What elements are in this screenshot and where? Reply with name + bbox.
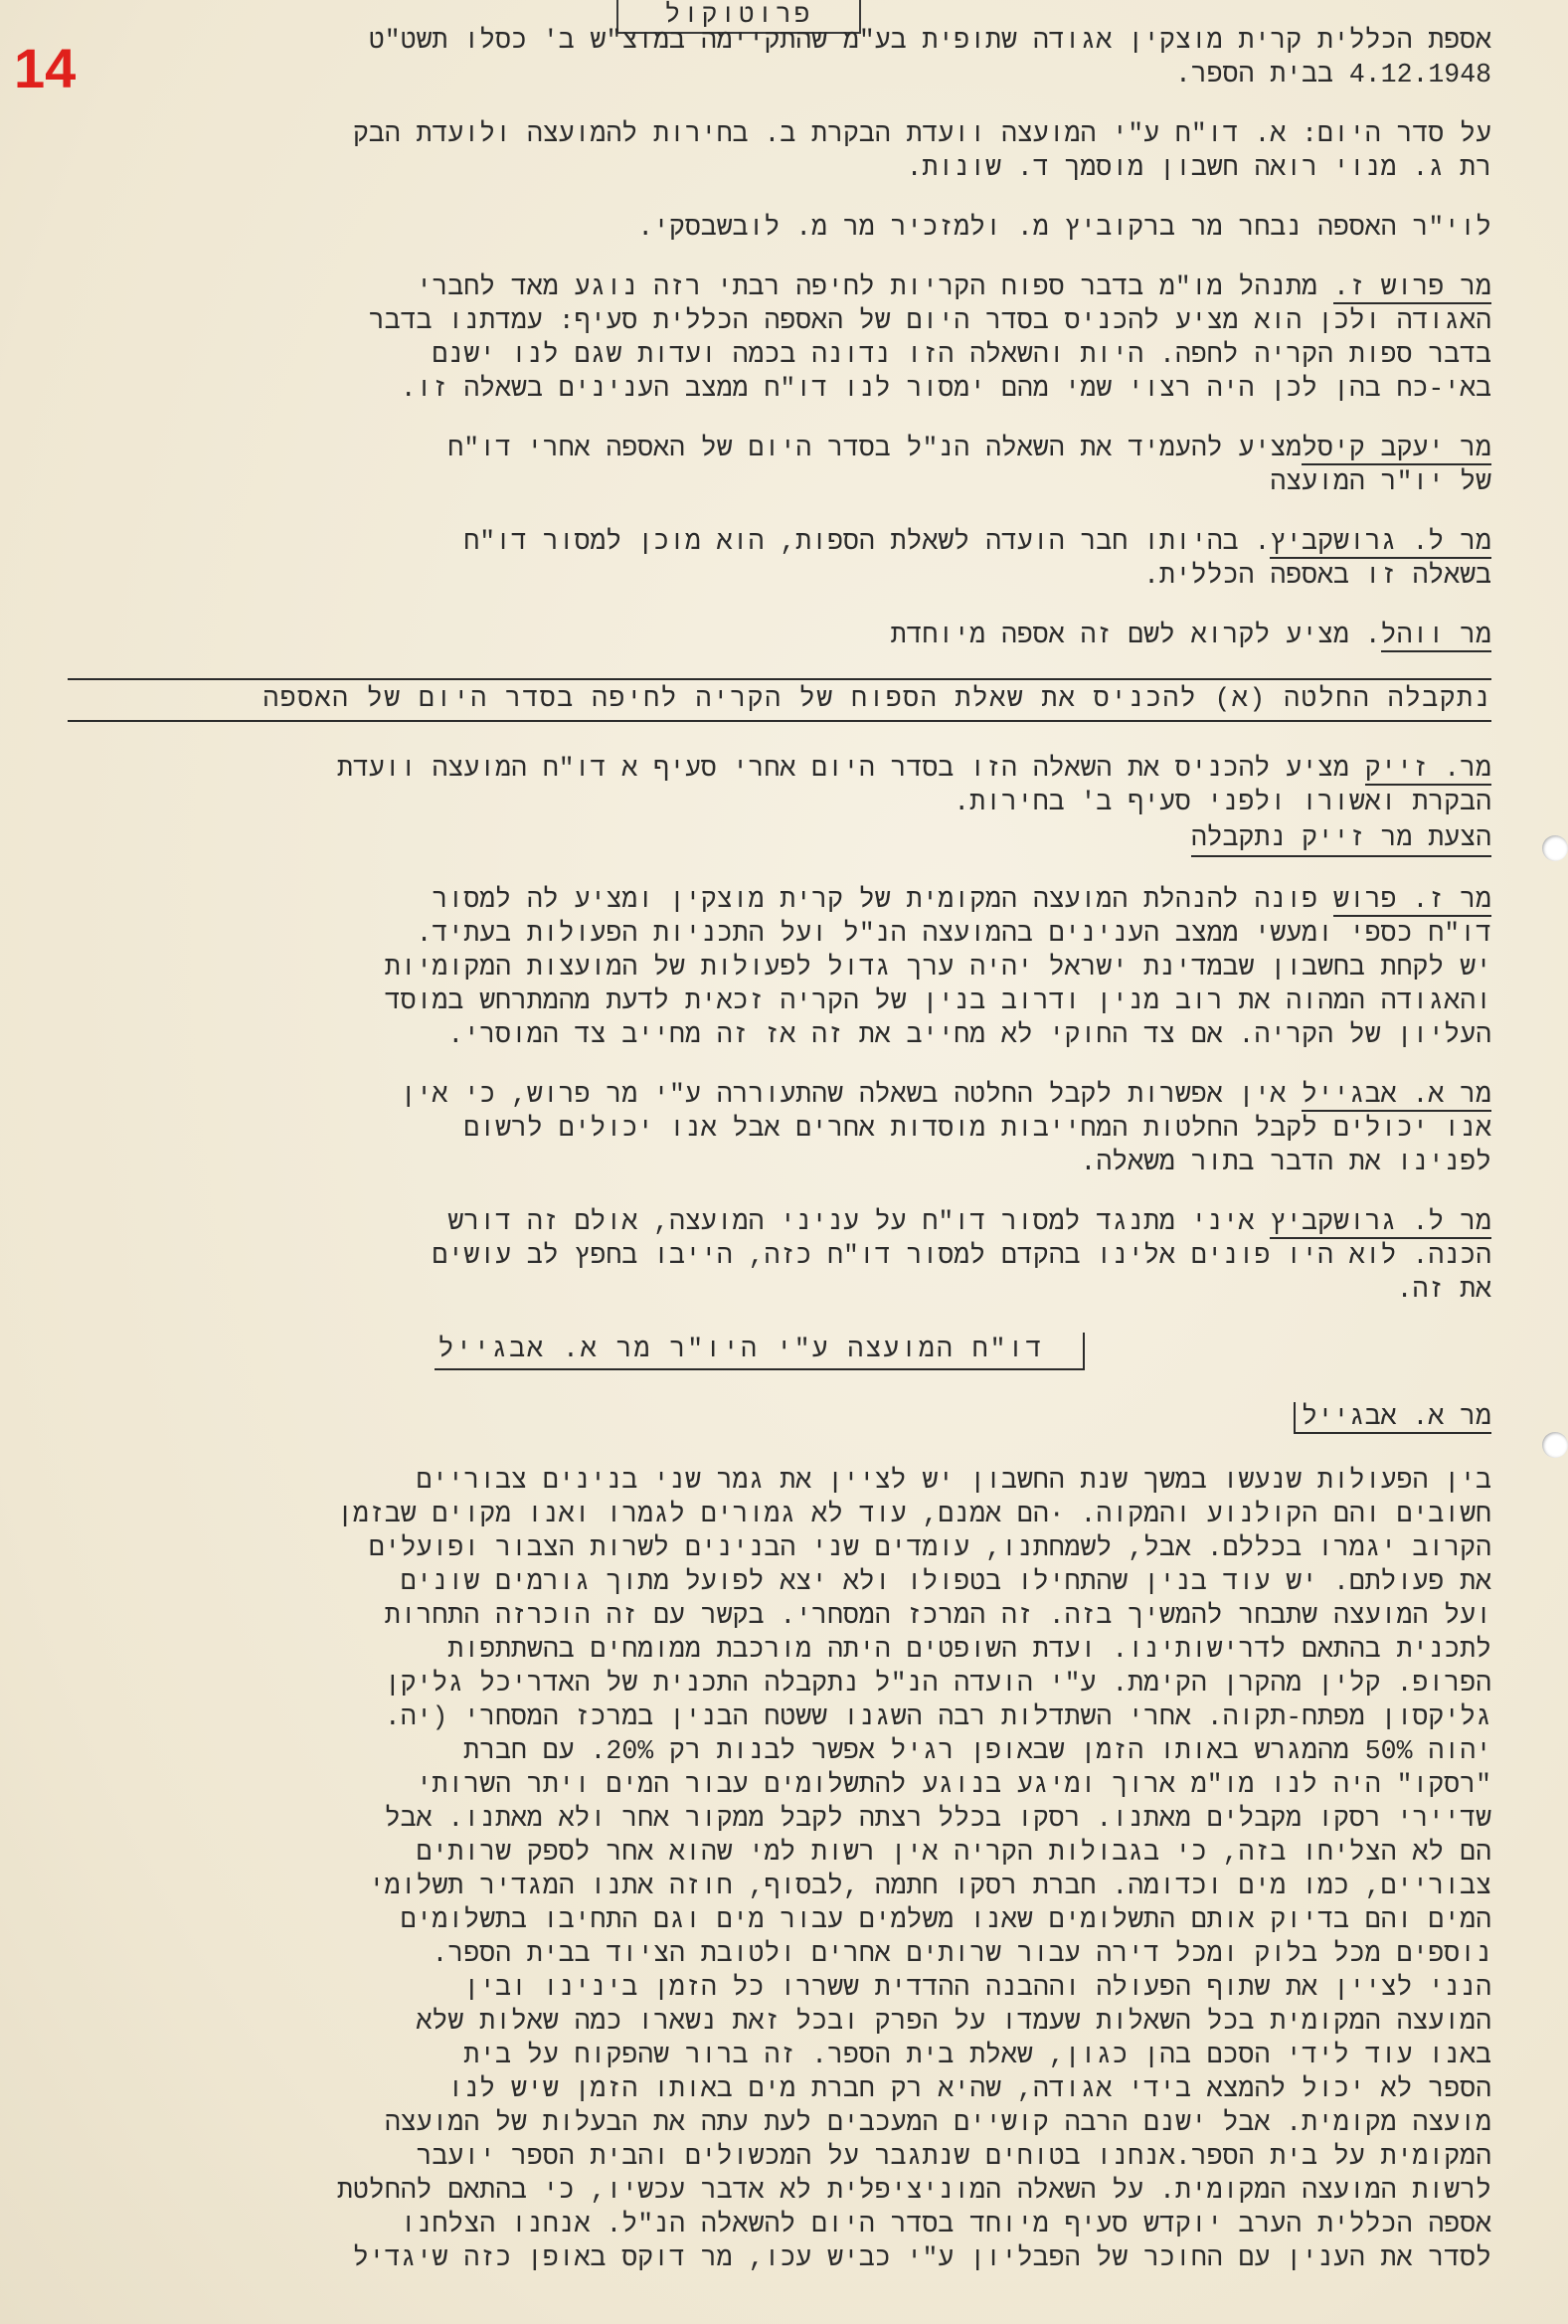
paragraph-line: בדבר ספות הקריה לחפה. היות והשאלה הזו נדונה בכמה ועדות שגם לנו ישנם	[432, 340, 1491, 370]
paragraph-line: . בהיותו חבר הועדה לשאלת הספות, הוא מוכן למסור דו"ח	[463, 527, 1271, 557]
paragraph-grushkevich-2	[68, 1205, 1491, 1307]
body-line: את פעולתם. יש עוד בנין שהתחילו בטפולו ולא יצא לפועל מתוך גורמים שונים	[400, 1567, 1491, 1597]
paragraph-line: לפנינו את הדבר בתור משאלה.	[1080, 1148, 1491, 1177]
paragraph-line: את זה.	[1396, 1275, 1491, 1305]
paragraph-line: העליון של הקריה. אם צד החוקי לא מחייב את זה אז זה מחייב צד המוסרי.	[447, 1020, 1491, 1050]
paragraph-line: הכנה. לוא היו פונים אלינו בהקדם למסור דו"ח כזה, הייבו בחפץ לב עושים	[432, 1241, 1491, 1271]
paragraph-line: האגודה ולכן הוא מציע להכניס בסדר היום של האספה הכללית סעיף: עמדתנו בדבר	[368, 306, 1491, 336]
paragraph-kisel	[68, 432, 1491, 499]
speaker-name: מר פרוש ז.	[1332, 272, 1491, 302]
body-line: הספר לא יכול להמצא בידי אגודה, שהיא רק חברת מים באותו הזמן שיש לנו	[447, 2074, 1491, 2104]
speaker-name: מר יעקב קיסל	[1302, 434, 1491, 463]
punch-hole	[1542, 835, 1568, 861]
paragraph-line: של יו"ר המועצה	[1270, 467, 1491, 497]
body-line: ועל המועצה שתבחר להמשיך בזה. זה המרכז המסחרי. בקשר עם זה הוכרזה התחרות	[384, 1601, 1491, 1631]
paragraph-line: אין אפשרות לקבל החלטה בשאלה שהתעוררה ע"י מר פרוש, כי אין	[400, 1080, 1287, 1110]
speaker-name: מר ל. גרושקביץ	[1270, 527, 1491, 557]
agenda-line: על סדר היום: א. דו"ח ע"י המועצה וועדת הבקרת ב. בחירות להמועצה ולועדת הבק	[353, 119, 1491, 149]
body-line: הפרופ. קלין מהקרן הקימת. ע"י הועדה הנ"ל נתקבלה התכנית של האדריכל גליקן	[384, 1669, 1491, 1698]
agenda-line: רת ג. מנוי רואה חשבון מוסמך ד. שונות.	[906, 153, 1491, 183]
body-line: מועצה מקומית. אבל ישנם הרבה קושיים המעכבים לעת עתה את הבעלות של המועצה	[384, 2108, 1491, 2138]
body-line: המים והם בדיוק אותם התשלומים שאנו משלמים עבור מים וגם התחיבו בתשלומים	[400, 1905, 1491, 1935]
paragraph-line: הבקרת ואשורו ולפני סעיף ב' בחירות.	[954, 788, 1491, 817]
body-line: נוספים מכל בלוק ומכל דירה עבור שרותים אחרים ולטובת הציוד בבית הספר.	[432, 1939, 1491, 1969]
paragraph-line: יש לקחת בחשבון שבמדינת ישראל יהיה ערך גדול לפעולות של המועצות המקומיות	[384, 953, 1491, 983]
body-line: לסדר את הענין עם החוכר של הפבליון ע"י כביש עכו, מר דוקס באופן כזה שיגדיל	[353, 2243, 1491, 2273]
paragraph-perush-2	[68, 883, 1491, 1052]
header-block	[68, 24, 1491, 91]
paragraph-line: דו"ח כספי ומעשי ממצב הענינים בהמועצה הנ"ל ועל התכניות הפעולות בעתיד.	[416, 919, 1491, 949]
body-line: לתכנית בהתאם לדרישותינו. ועדת השופטים היתה מורכבת ממומחים בהשתתפות	[447, 1635, 1491, 1665]
body-line: הנני לציין את שתוף הפעולה וההבנה ההדדית ששררו כל הזמן בינינו ובין	[463, 1973, 1491, 2003]
paragraph-line: פונה להנהלת המועצה המקומית של קרית מוצקין ומציע לה למסור	[432, 885, 1318, 915]
report-body	[68, 1464, 1491, 2275]
page-number: 14	[14, 37, 77, 99]
paragraph-line: מתנהל מו"מ בדבר ספוח הקריות לחיפה רבתי רזה נוגע מאד לחברי	[416, 272, 1318, 302]
body-line: המועצה המקומית בכל השאלות שעמדו על הפרק ובכל זאת נשארו כמה שאלות שלא	[416, 2007, 1491, 2037]
paragraph-zeik	[68, 752, 1491, 857]
speaker-name: מר א. אבגייל	[1302, 1080, 1491, 1110]
speaker-name: מר ווהל	[1380, 621, 1491, 650]
report-heading: דו"ח המועצה ע"י היו"ר מר א. אבגייל	[435, 1333, 1086, 1370]
body-line: חשובים והם הקולנוע והמקוה. ·הם אמנם, עוד לא גמורים לגמרו ואנו מקוים שבזמן	[337, 1500, 1491, 1529]
body-line: אספה הכללית הערב יוקדש סעיף מיוחד בסדר היום להשאלה הנ"ל. אנחנו הצלחנו	[400, 2210, 1491, 2239]
chair-line: לוי"ר האספה נבחר מר ברקוביץ מ. ולמזכיר מר מ. לובשבסקי.	[637, 213, 1491, 243]
paragraph-line: אנו יכולים לקבל החלטות המחייבות מוסדות אחרים אבל אנו יכולים לרשום	[463, 1114, 1491, 1144]
paragraph-line: מציע להעמיד את השאלה הנ"ל בסדר היום של האספה אחרי דו"ח	[447, 434, 1303, 463]
header-line: 4.12.1948 בבית הספר.	[1174, 60, 1491, 89]
punch-hole	[1542, 1432, 1568, 1458]
speaker-name: מר ל. גרושקביץ	[1270, 1207, 1491, 1237]
body-line: שדיירי רסקו מקבלים מאתנו. רסקו בכלל רצתה לקבל ממקור אחר ולא מאתנו. אבל	[384, 1804, 1491, 1834]
body-line: צבוריים, כמו מים וכדומה. חברת רסקו חתמה ,לבסוף, חוזה אתנו המגדיר תשלומי	[368, 1872, 1491, 1901]
decision-line: נתקבלה החלטה (א) להכניס את שאלת הספוח של הקריה לחיפה בסדר היום של האספה	[68, 678, 1491, 722]
paragraph-line: בשאלה זו באספה הכללית.	[1143, 561, 1491, 591]
report-heading-box	[68, 1333, 1452, 1370]
speaker-name: מר ז. פרוש	[1332, 885, 1491, 915]
proposal-accepted: הצעת מר זייק נתקבלה	[1191, 821, 1491, 857]
paragraph-avigail	[68, 1078, 1491, 1179]
paragraph-line: איני מתנגד למסור דו"ח על עניני המועצה, אולם זה דורש	[447, 1207, 1255, 1237]
body-line: המקומית על בית הספר.אנחנו בטוחים שנתגבר על המכשולים והבית הספר יועבר	[416, 2142, 1491, 2172]
body-line: הם לא הצליחו בזה, כי בגבולות הקריה אין רשות למי שהוא אחר לספק שרותים	[416, 1838, 1491, 1868]
body-line: גליקסון מפתח-תקוה. אחרי השתדלות רבה השגנו ששטח הבנין במרכז המסחרי (יה.	[384, 1702, 1491, 1732]
paragraph-grushkevich	[68, 525, 1491, 593]
paragraph-line: באי-כח בהן לכן היה רצוי שמי מהם ימסור לנו דו"ח ממצב הענינים בשאלה זו.	[400, 374, 1491, 404]
body-line: "רסקו" היה לנו מו"מ ארוך ומיגע בנוגע להתשלומים עבור המים ויתר השרותי	[416, 1770, 1491, 1800]
document-body	[68, 24, 1491, 2275]
speaker-name: מר. זייק	[1364, 754, 1491, 784]
body-line: הקרוב יגמרו בכללם. אבל, לשמחתנו, עומדים שני הבנינים לשרות הצבור ופועלים	[368, 1533, 1491, 1563]
header-line: אספת הכללית קרית מוצקין אגודה שתופית בע"מ שהתקיימה במוצ"ש ב' כסלו תשט"ט	[368, 26, 1491, 56]
paragraph-wahl	[68, 619, 1491, 652]
report-speaker-block	[68, 1400, 1491, 1434]
paragraph-perush	[68, 270, 1491, 406]
paragraph-line: מציע להכניס את השאלה הזו בסדר היום אחרי סעיף א דו"ח המועצה וועדת	[337, 754, 1349, 784]
body-line: לרשות המועצה המקומית. על השאלה המוניציפלית לא אדבר עכשיו, כי בהתאם להחלטת	[337, 2176, 1491, 2206]
body-line: באנו עוד לידי הסכם בהן כגון, שאלת בית הספר. זה ברור שהפקוח על בית	[463, 2041, 1491, 2070]
document-title: פרוטוקול	[616, 0, 861, 34]
paragraph-line: והאגודה המהוה את רוב מנין ודרוב בנין של הקריה זכאית לדעת מהמתרחש במוסד	[384, 986, 1491, 1016]
report-speaker: מר א. אבגייל	[1294, 1402, 1491, 1434]
agenda-block	[68, 117, 1491, 185]
paragraph-line: . מציע לקרוא לשם זה אספה מיוחדת	[890, 621, 1381, 650]
body-line: בין הפעולות שנעשו במשך שנת החשבון יש לציין את גמר שני בנינים צבוריים	[416, 1466, 1491, 1496]
body-line: יהוה 50% מהמגרש באותו הזמן שבאופן רגיל אפשר לבנות רק 20%. עם חברת	[463, 1736, 1491, 1766]
